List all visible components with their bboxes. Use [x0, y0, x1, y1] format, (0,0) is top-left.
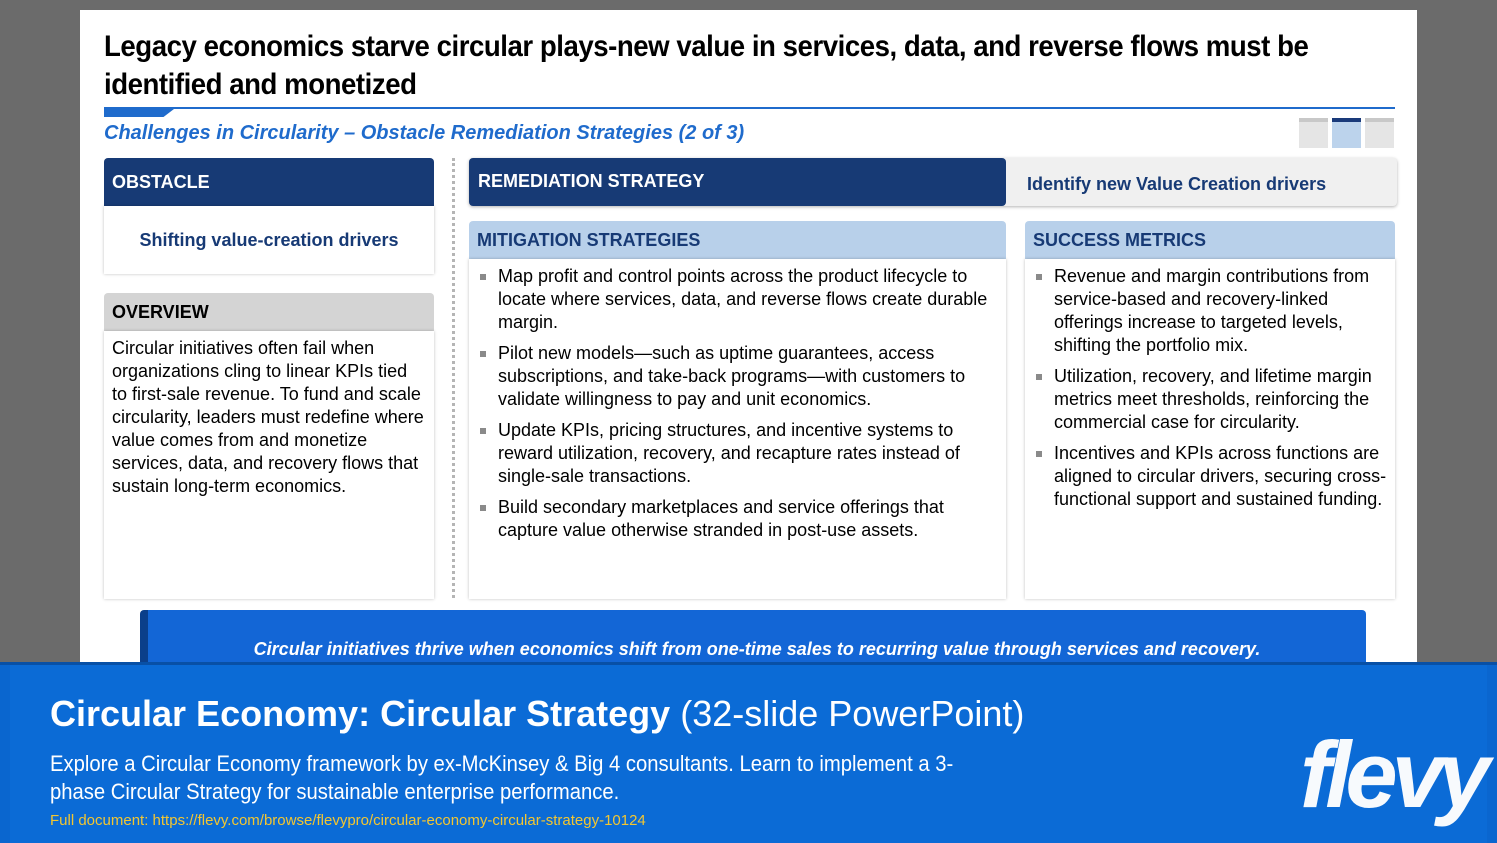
success-item: Utilization, recovery, and lifetime margin metrics meet thresholds, reinforcing the commercial case for circularity. [1033, 365, 1387, 434]
mitigation-item: Update KPIs, pricing structures, and incentive systems to reward utilization, recovery, and recapture rates instead of single-sale transactions. [477, 419, 998, 488]
success-list [1033, 265, 1387, 511]
slide-title-line-1: Legacy economics starve circular plays-new value in services, data, and reverse flows must be [104, 30, 1309, 63]
document-description: Explore a Circular Economy framework by ex-McKinsey & Big 4 consultants. Learn to implement a 3-phase Circular Strategy for sustainable enterprise performance. [50, 751, 954, 804]
mitigation-header-label: MITIGATION STRATEGIES [477, 229, 701, 250]
promo-footer-panel [10, 665, 1487, 843]
document-link[interactable]: Full document: https://flevy.com/browse/flevypro/circular-economy-circular-strategy-10124 [50, 812, 646, 829]
key-takeaway-text: Circular initiatives thrive when economics shift from one-time sales to recurring value through services and recovery. [253, 639, 1261, 659]
mitigation-item: Build secondary marketplaces and service offerings that capture value otherwise stranded in post-use assets. [477, 496, 998, 542]
page-indicator-3 [1365, 118, 1394, 148]
page-indicator-2 [1332, 118, 1361, 148]
overview-text: Circular initiatives often fail when organizations cling to linear KPIs tied to first-sale revenue. To fund and scale circularity, leaders must redefine where value comes from and monetize services, data, and recovery flows that sustain long-term economics. [104, 331, 434, 599]
remediation-value: Identify new Value Creation drivers [1027, 174, 1327, 194]
obstacle-header [104, 158, 434, 206]
slide-subtitle: Challenges in Circularity – Obstacle Remediation Strategies (2 of 3) [104, 122, 745, 144]
remediation-header-label: REMEDIATION STRATEGY [478, 170, 705, 191]
success-header-label: SUCCESS METRICS [1033, 229, 1207, 250]
obstacle-value: Shifting value-creation drivers [104, 206, 434, 274]
success-header [1025, 221, 1395, 259]
slide [80, 10, 1417, 670]
success-item: Incentives and KPIs across functions are aligned to circular drivers, securing cross-functional support and sustained funding. [1033, 442, 1387, 511]
mitigation-list [477, 265, 998, 542]
success-body [1025, 259, 1395, 599]
document-title [50, 693, 1024, 735]
document-title-format: (32-slide PowerPoint) [680, 693, 1025, 734]
obstacle-header-label: OBSTACLE [112, 171, 210, 192]
mitigation-header [469, 221, 1006, 259]
column-divider [452, 158, 455, 598]
overview-header-label: OVERVIEW [112, 301, 209, 322]
success-item: Revenue and margin contributions from service-based and recovery-linked offerings increase to targeted levels, shifting the portfolio mix. [1033, 265, 1387, 357]
page-indicator-1 [1299, 118, 1328, 148]
document-title-main: Circular Economy: Circular Strategy [50, 693, 671, 734]
flevy-logo: flevy [1300, 722, 1485, 827]
mitigation-item: Pilot new models—such as uptime guarantees, access subscriptions, and take-back programs—with customers to validate willingness to pay and unit economics. [477, 342, 998, 411]
remediation-header [469, 158, 1006, 206]
title-rule-accent [104, 109, 174, 117]
overview-header [104, 293, 434, 331]
mitigation-body [469, 259, 1006, 599]
promo-footer [0, 662, 1497, 843]
title-rule [104, 107, 1395, 109]
key-takeaway-banner [140, 610, 1366, 670]
slide-title-line-2: identified and monetized [104, 68, 417, 101]
mitigation-item: Map profit and control points across the product lifecycle to locate where services, data, and reverse flows create durable margin. [477, 265, 998, 334]
slide-title [104, 28, 1309, 104]
